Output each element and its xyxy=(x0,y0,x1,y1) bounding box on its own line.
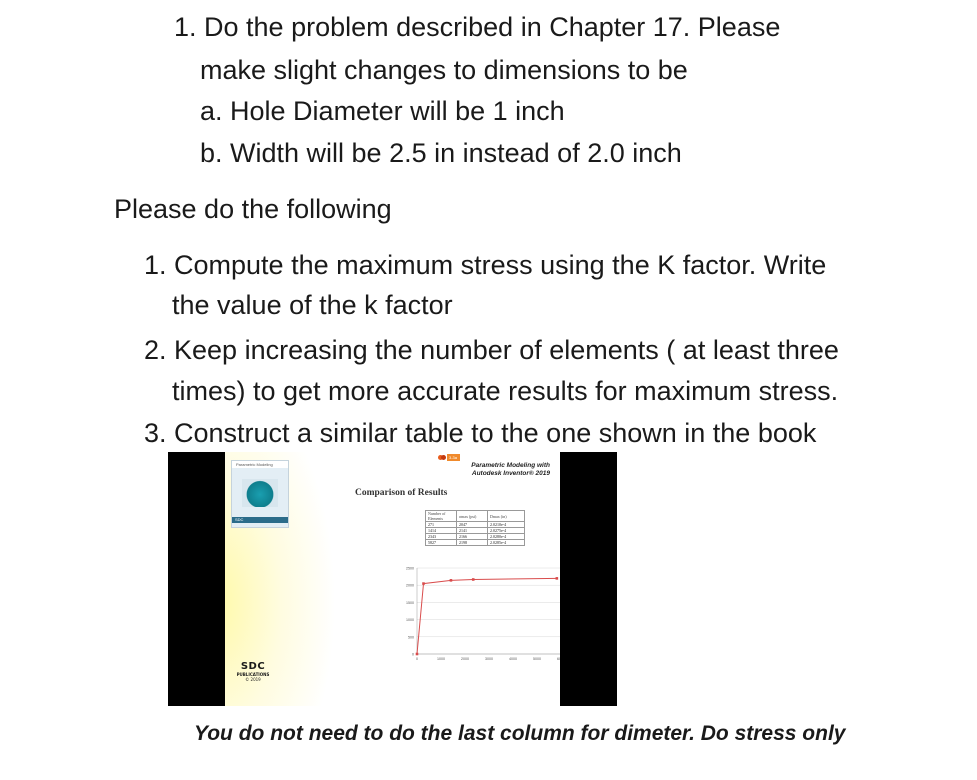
publisher-sub: PUBLICATIONS xyxy=(236,672,270,677)
series-line xyxy=(417,578,557,654)
y-tick-label: 1000 xyxy=(406,618,414,623)
book-cover-graphic xyxy=(242,479,278,507)
task-1: 1. Compute the maximum stress using the K factor. Write xyxy=(144,250,827,280)
x-tick-label: 1000 xyxy=(437,657,445,661)
task-3: 3. Construct a similar table to the one shown in the book xyxy=(144,418,817,448)
table-header-cell: Dmax (in) xyxy=(488,511,525,522)
instruction-item-1-cont: make slight changes to dimensions to be xyxy=(200,55,688,85)
table-row xyxy=(426,540,525,546)
instruction-item-1: 1. Do the problem described in Chapter 17. Please xyxy=(174,12,781,42)
x-tick-label: 6000 xyxy=(557,657,565,661)
publisher-year: © 2019 xyxy=(245,677,261,682)
x-tick-label: 0 xyxy=(416,657,418,661)
table-cell: 2343 xyxy=(426,534,457,540)
x-tick-label: 3000 xyxy=(485,657,493,661)
table-cell: 5827 xyxy=(426,540,457,546)
table-header-row xyxy=(426,511,525,522)
table-cell: 2141 xyxy=(457,528,488,534)
task-1-cont: the value of the k factor xyxy=(172,290,453,320)
instruction-note: You do not need to do the last column for dimeter. Do stress only xyxy=(194,722,846,745)
task-2: 2. Keep increasing the number of elements ( at least three xyxy=(144,335,839,365)
section-heading: Please do the following xyxy=(114,194,392,224)
y-tick-label: 2500 xyxy=(406,566,414,571)
y-tick-label: 1500 xyxy=(406,600,414,605)
data-point xyxy=(422,582,425,585)
book-cover-band-label: SDC xyxy=(235,517,244,522)
table-header-cell: Number of Elements xyxy=(426,511,457,522)
y-tick-label: 500 xyxy=(408,635,414,640)
data-point xyxy=(472,578,475,581)
instruction-item-1b: b. Width will be 2.5 in instead of 2.0 inch xyxy=(200,138,682,168)
slide-header xyxy=(471,462,550,478)
x-tick-label: 4000 xyxy=(509,657,517,661)
slide-content xyxy=(225,452,565,706)
data-point xyxy=(416,653,419,656)
slide-title: Comparison of Results xyxy=(355,488,448,498)
table-cell: 2166 xyxy=(457,534,488,540)
table-cell: 271 xyxy=(426,522,457,528)
results-table xyxy=(425,510,525,546)
table-cell: 2.0285e-4 xyxy=(488,540,525,546)
x-tick-label: 5000 xyxy=(533,657,541,661)
data-point xyxy=(450,579,453,582)
y-tick-label: 2000 xyxy=(406,583,414,588)
book-slide-image xyxy=(168,452,617,706)
slide-header-line-1: Parametric Modeling with xyxy=(471,462,550,469)
slide-logo-label: 3-3a xyxy=(449,455,458,460)
table-cell: 2.0275e-4 xyxy=(488,528,525,534)
y-tick-label: 0 xyxy=(412,652,414,657)
task-2-cont: times) to get more accurate results for maximum stress. xyxy=(172,376,839,406)
book-cover-title: Parametric Modeling xyxy=(236,462,273,467)
table-cell: 2.0280e-4 xyxy=(488,534,525,540)
table-cell: 2047 xyxy=(457,522,488,528)
data-point xyxy=(556,577,559,580)
slide-header-line-2: Autodesk Inventor® 2019 xyxy=(471,470,550,477)
x-tick-label: 2000 xyxy=(461,657,469,661)
instruction-item-1a: a. Hole Diameter will be 1 inch xyxy=(200,96,565,126)
table-cell: 2198 xyxy=(457,540,488,546)
slide-logo-icon xyxy=(438,454,460,464)
table-cell: 2.0210e-4 xyxy=(488,522,525,528)
publisher-name: SDC xyxy=(240,661,266,672)
book-cover-thumbnail xyxy=(231,460,289,528)
table-header-cell: σmax (psi) xyxy=(457,511,488,522)
table-cell: 1414 xyxy=(426,528,457,534)
publisher-logo xyxy=(233,661,273,682)
stress-convergence-chart xyxy=(395,562,565,664)
